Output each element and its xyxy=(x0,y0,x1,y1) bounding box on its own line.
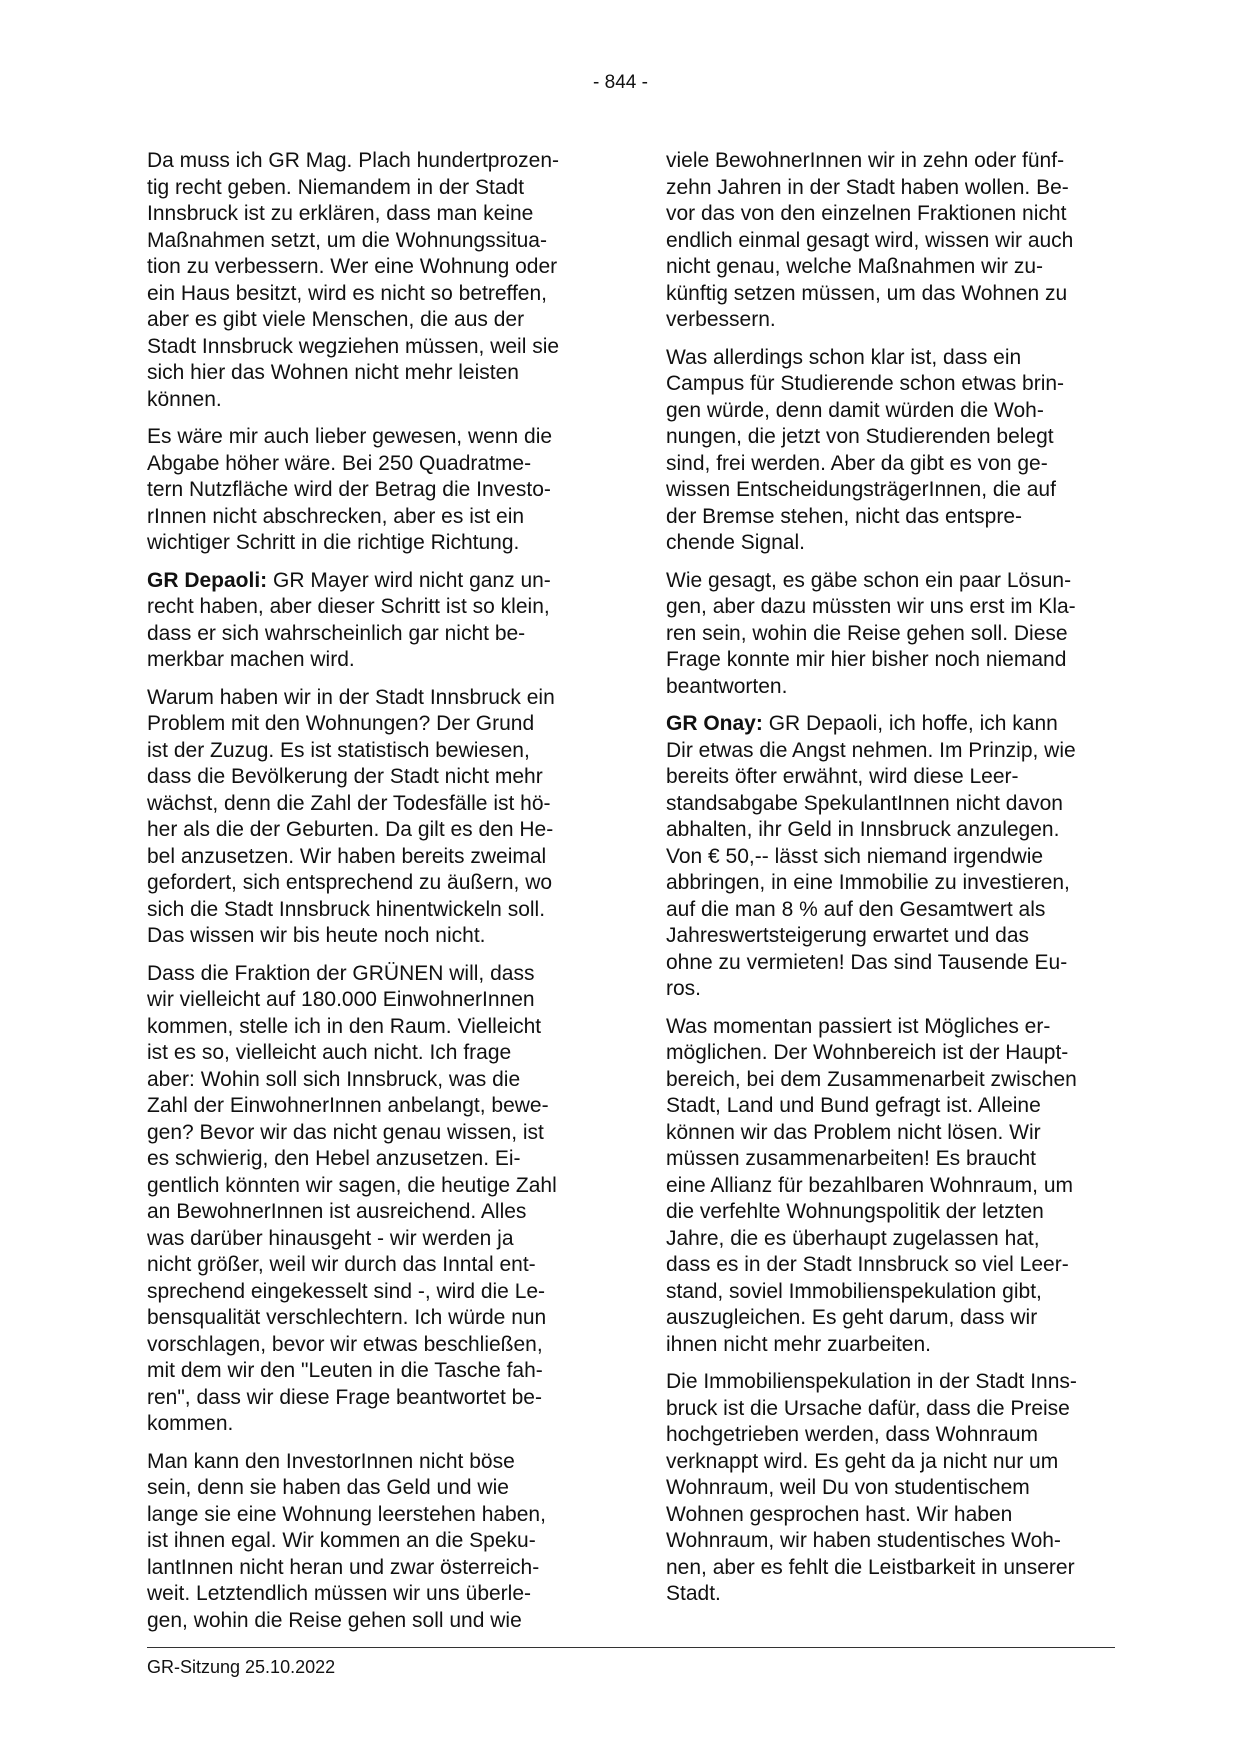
paragraph-text: Es wäre mir auch lieber gewesen, wenn die Abgabe höher wäre. Bei 250 Quadratme- tern Nutzfläche wird der Betrag die Investo- rInnen nicht abschrecken, aber es ist ein wichtiger Schritt in die richtige Richtung. xyxy=(147,425,553,554)
paragraph-text: Dass die Fraktion der GRÜNEN will, dass wir vielleicht auf 180.000 EinwohnerInnen kommen, stelle ich in den Raum. Vielleicht ist es so, vielleicht auch nicht. Ich frage aber: Wohin soll sich Innsbruck, was die Zahl der EinwohnerInnen anbelangt, bewe- gen? Bevor wir das nicht genau wissen, ist es schwierig, den Hebel anzusetzen. Ei- gentlich könnten wir sagen, die heutige Zahl an BewohnerInnen ist ausreichend. Alles was darüber hinausgeht - wir werden ja nicht größer, weil wir durch das Inntal ent- sprechend eingekesselt sind -, wird die Le- bensqualität verschlechtern. Ich würde nun vorschlagen, bevor wir etwas beschließen, mit dem wir den "Leuten in die Tasche fah- ren", dass wir diese Frage beantwortet be- kommen. xyxy=(147,961,557,1435)
speaker-name: GR Onay: xyxy=(666,712,763,735)
speaker-name: GR Depaoli: xyxy=(147,568,268,592)
footer-session-label: GR-Sitzung 25.10.2022 xyxy=(147,1657,336,1677)
paragraph-text: viele BewohnerInnen wir in zehn oder fünf- zehn Jahren in der Stadt haben wollen. Be- vor das von den einzelnen Fraktionen nicht endlich einmal gesagt wird, wissen wir auch nicht genau, welche Maßnahmen wir zu- künftig setzen müssen, um das Wohnen zu verbessern. xyxy=(666,149,1074,331)
paragraph-text: Da muss ich GR Mag. Plach hundertprozen- tig recht geben. Niemandem in der Stadt Innsbruck ist zu erklären, dass man keine Maßnahmen setzt, um die Wohnungssitua- tion zu verbessern. Wer eine Wohnung oder ein Haus besitzt, wird es nicht so betreffen, aber es gibt viele Menschen, die aus der Stadt Innsbruck wegziehen müssen, weil sie sich hier das Wohnen nicht mehr leisten können. xyxy=(147,149,560,411)
paragraph xyxy=(147,685,597,950)
page-number: - 844 - xyxy=(593,72,648,93)
paragraph xyxy=(666,1014,1116,1359)
right-column xyxy=(666,148,1116,1619)
paragraph xyxy=(147,961,597,1438)
left-column xyxy=(147,148,597,1645)
paragraph xyxy=(666,1369,1116,1608)
paragraph xyxy=(666,148,1116,334)
paragraph-text: Was momentan passiert ist Mögliches er- möglichen. Der Wohnbereich ist der Haupt- bereich, bei dem Zusammenarbeit zwischen Stadt, Land und Bund gefragt ist. Alleine können wir das Problem nicht lösen. Wir müssen zusammenarbeiten! Es braucht eine Allianz für bezahlbaren Wohnraum, um die verfehlte Wohnungspolitik der letzten Jahre, die es überhaupt zugelassen hat, dass es in der Stadt Innsbruck so viel Leer- stand, soviel Immobilienspekulation gibt, auszugleichen. Es geht darum, dass wir ihnen nicht mehr zuarbeiten. xyxy=(666,1014,1077,1356)
paragraph xyxy=(666,568,1116,701)
paragraph-text: Die Immobilienspekulation in der Stadt Inns- bruck ist die Ursache dafür, dass die Preise hochgetrieben werden, dass Wohnraum verknappt wird. Es geht da ja nicht nur um Wohnraum, weil Du von studentischem Wohnen gesprochen hast. Wir haben Wohnraum, wir haben studentisches Woh- nen, aber es fehlt die Leistbarkeit in unserer Stadt. xyxy=(666,1370,1077,1605)
paragraph-text: Warum haben wir in der Stadt Innsbruck ein Problem mit den Wohnungen? Der Grund ist der Zuzug. Es ist statistisch bewiesen, dass die Bevölkerung der Stadt nicht mehr wächst, denn die Zahl der Todesfälle ist hö- her als die der Geburten. Da gilt es den He- bel anzusetzen. Wir haben bereits zweimal gefordert, sich entsprechend zu äußern, wo sich die Stadt Innsbruck hinentwickeln soll. Das wissen wir bis heute noch nicht. xyxy=(147,685,555,947)
paragraph-text: Was allerdings schon klar ist, dass ein Campus für Studierende schon etwas brin- gen würde, denn damit würden die Woh- nungen, die jetzt von Studierenden belegt sind, frei werden. Aber da gibt es von ge- wissen EntscheidungsträgerInnen, die auf der Bremse stehen, nicht das entspre- chende Signal. xyxy=(666,345,1065,554)
paragraph xyxy=(147,568,597,674)
paragraph xyxy=(666,345,1116,557)
paragraph xyxy=(666,711,1116,1003)
footer-divider xyxy=(147,1647,1115,1648)
paragraph-text: Wie gesagt, es gäbe schon ein paar Lösun- gen, aber dazu müssten wir uns erst im Kla- ren sein, wohin die Reise gehen soll. Diese Frage konnte mir hier bisher noch niemand beantworten. xyxy=(666,568,1076,698)
paragraph-text: Man kann den InvestorInnen nicht böse sein, denn sie haben das Geld und wie lange sie eine Wohnung leerstehen haben, ist ihnen egal. Wir kommen an die Speku- lantInnen nicht heran und zwar österreich- weit. Letztendlich müssen wir uns überle- gen, wohin die Reise gehen soll und wie xyxy=(147,1449,546,1632)
paragraph-text: GR Mayer wird nicht ganz un- recht haben, aber dieser Schritt ist so klein, dass er sich wahrscheinlich gar nicht be- merkbar machen wird. xyxy=(147,568,551,671)
paragraph-text: GR Depaoli, ich hoffe, ich kann Dir etwas die Angst nehmen. Im Prinzip, wie bereits öfter erwähnt, wird diese Leer- standsabgabe SpekulantInnen nicht davon abhalten, ihr Geld in Innsbruck anzulegen. Von € 50,-- lässt sich niemand irgendwie abbringen, in eine Immobilie zu investieren, auf die man 8 % auf den Gesamtwert als Jahreswertsteigerung erwartet und das ohne zu vermieten! Das sind Tausende Eu- ros. xyxy=(666,712,1076,1000)
paragraph xyxy=(147,424,597,557)
paragraph xyxy=(147,148,597,413)
paragraph xyxy=(147,1449,597,1635)
